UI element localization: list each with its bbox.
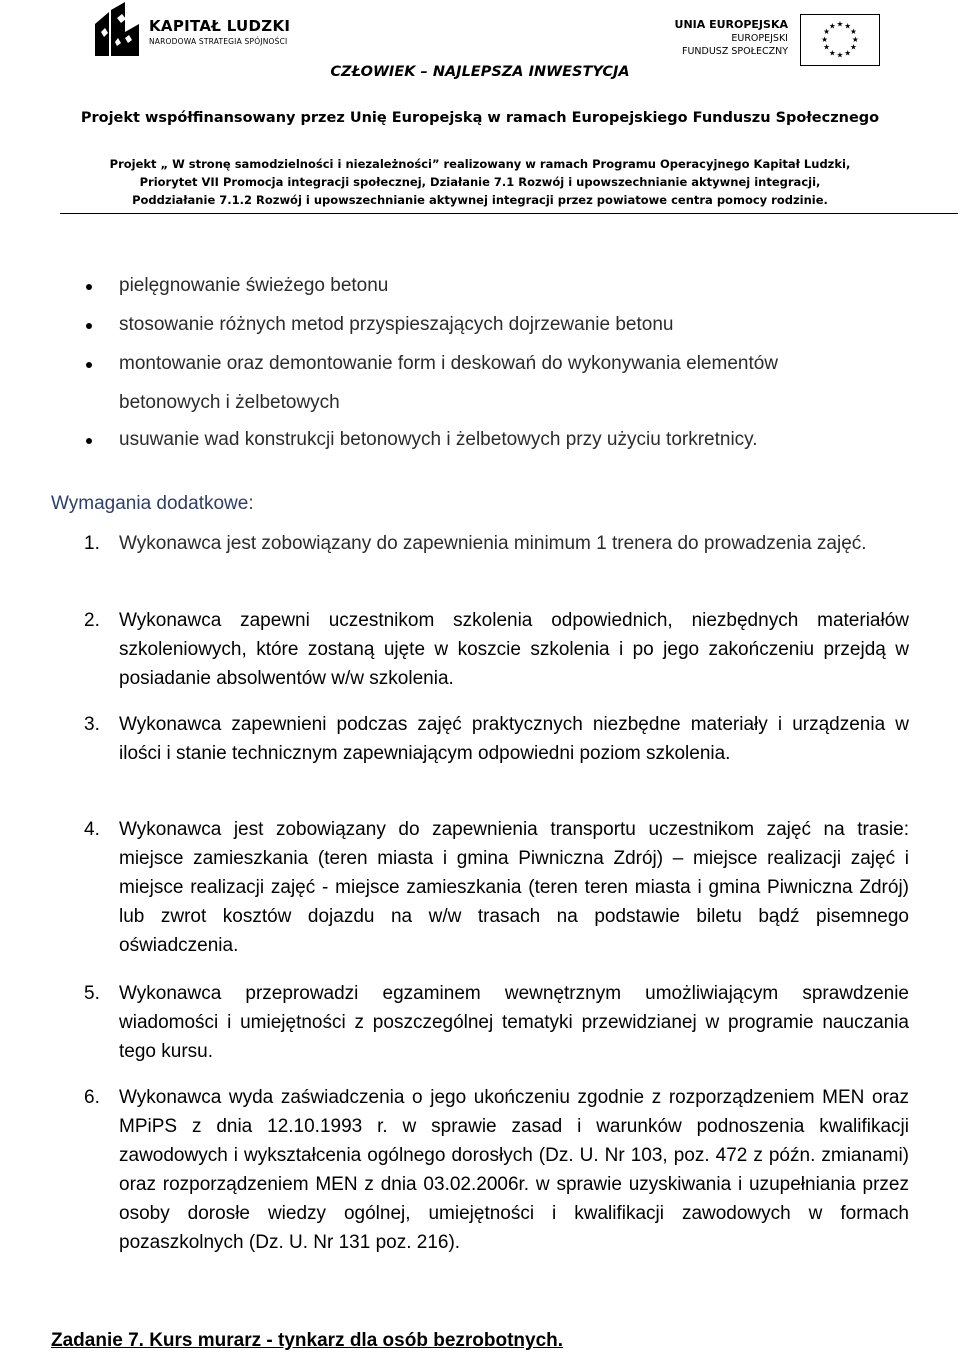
svg-text:★: ★ — [851, 34, 859, 44]
requirement-number: 3. — [84, 714, 100, 735]
bullet-icon — [84, 321, 94, 331]
kapital-ludzki-subtitle: NARODOWA STRATEGIA SPÓJNOŚCI — [149, 37, 288, 46]
requirement-text: Wykonawca jest zobowiązany do zapewnienia transportu uczestnikom zajęć na trasie: miejsce zamieszkania (teren miasta i gmina Piwniczna Zdrój) – miejsce realizacji zajęć i miejsce realizacji zajęć - miejsce zamieszkania (teren teren miasta i gmina Piwniczna Zdrój) lub zwrot kosztów dojazdu na w/w trasach na podstawie biletu bądź pisemnego oświadczenia. — [119, 819, 909, 956]
svg-text:★: ★ — [823, 27, 830, 37]
svg-text:★: ★ — [844, 48, 852, 58]
svg-text:★: ★ — [828, 48, 836, 58]
requirement-text: Wykonawca zapewni uczestnikom szkolenia odpowiednich, niezbędnych materiałów szkoleniowych, które zostaną ujęte w koszcie szkolenia i po jego zakończeniu przejdą w posiadanie absolwentów w/w szkolenia. — [119, 610, 909, 689]
requirement-number: 1. — [84, 533, 100, 554]
header-divider — [60, 213, 958, 214]
document-header — [0, 0, 960, 216]
svg-text:★: ★ — [850, 27, 857, 37]
bullet-item: pielęgnowanie świeżego betonu — [119, 275, 389, 296]
requirement-text: Wykonawca jest zobowiązany do zapewnienia minimum 1 trenera do prowadzenia zajęć. — [119, 533, 867, 554]
requirement-text: Wykonawca wyda zaświadczenia o jego ukończeniu zgodnie z rozporządzeniem MEN oraz MPiPS z dnia 12.10.1993 r. w sprawie zasad i warunków podnoszenia kwalifikacji zawodowych i wykształcenia ogólnego dorosłych (Dz. U. Nr 103, poz. 472 z późn. zmianami) oraz rozporządzeniem MEN z dnia 03.02.2006r. w sprawie uzyskiwania i uzupełniania przez osoby dorosłe wiedzy ogólnej, umiejętności i kwalifikacji zawodowych w formach pozaszkolnych (Dz. U. Nr 131 poz. 216). — [119, 1087, 909, 1253]
eu-logo-line3: FUNDUSZ SPOŁECZNY — [682, 46, 788, 57]
requirement-number: 4. — [84, 819, 100, 840]
kapital-ludzki-title: KAPITAŁ LUDZKI — [149, 17, 291, 35]
requirement-text: Wykonawca zapewnieni podczas zajęć praktycznych niezbędne materiały i urządzenia w ilości i stanie technicznym zapewniającym odpowiedni poziom szkolenia. — [119, 714, 909, 764]
svg-text:★: ★ — [844, 21, 852, 31]
task-heading: Zadanie 7. Kurs murarz - tynkarz dla osób bezrobotnych. — [51, 1330, 564, 1351]
svg-text:★: ★ — [850, 42, 857, 52]
svg-text:★: ★ — [823, 42, 830, 52]
svg-text:★: ★ — [828, 21, 836, 31]
slogan: CZŁOWIEK – NAJLEPSZA INWESTYCJA — [330, 64, 630, 80]
requirement-number: 6. — [84, 1087, 100, 1108]
kapital-ludzki-mark-icon — [95, 2, 139, 56]
eu-flag-icon — [800, 14, 880, 66]
bullet-icon — [84, 360, 94, 370]
requirement-text: Wykonawca przeprowadzi egzaminem wewnętrznym umożliwiającym sprawdzenie wiadomości i umiejętności z poszczególnej tematyki przewidzianej w programie nauczania tego kursu. — [119, 983, 909, 1062]
cofund-statement: Projekt współfinansowany przez Unię Europejską w ramach Europejskiego Funduszu Społecznego — [80, 110, 880, 126]
requirement-number: 5. — [84, 983, 100, 1004]
eu-fund-logo — [674, 14, 880, 66]
bullet-item-continuation: betonowych i żelbetowych — [119, 392, 340, 413]
eu-logo-line1: UNIA EUROPEJSKA — [674, 18, 788, 31]
kapital-ludzki-logo — [95, 2, 315, 56]
bullet-icon — [84, 436, 94, 446]
bullet-icon — [84, 282, 94, 292]
requirement-number: 2. — [84, 610, 100, 631]
bullet-item: usuwanie wad konstrukcji betonowych i żelbetowych przy użyciu torkretnicy. — [119, 429, 758, 450]
eu-logo-line2: EUROPEJSKI — [731, 33, 788, 44]
bullet-item: montowanie oraz demontowanie form i deskowań do wykonywania elementów — [119, 353, 779, 374]
bullet-item: stosowanie różnych metod przyspieszających dojrzewanie betonu — [119, 314, 674, 335]
project-line-2: Priorytet VII Promocja integracji społecznej, Działanie 7.1 Rozwój i upowszechnianie aktywnej integracji, — [139, 175, 821, 189]
project-line-3: Poddziałanie 7.1.2 Rozwój i upowszechnianie aktywnej integracji przez powiatowe centra pomocy rodzinie. — [132, 193, 828, 207]
project-line-1: Projekt „ W stronę samodzielności i niezależności” realizowany w ramach Programu Operacyjnego Kapitał Ludzki, — [109, 157, 851, 171]
requirements-heading: Wymagania dodatkowe: — [51, 493, 254, 514]
svg-text:★: ★ — [836, 19, 844, 29]
svg-text:★: ★ — [821, 34, 829, 44]
svg-text:★: ★ — [836, 50, 844, 60]
